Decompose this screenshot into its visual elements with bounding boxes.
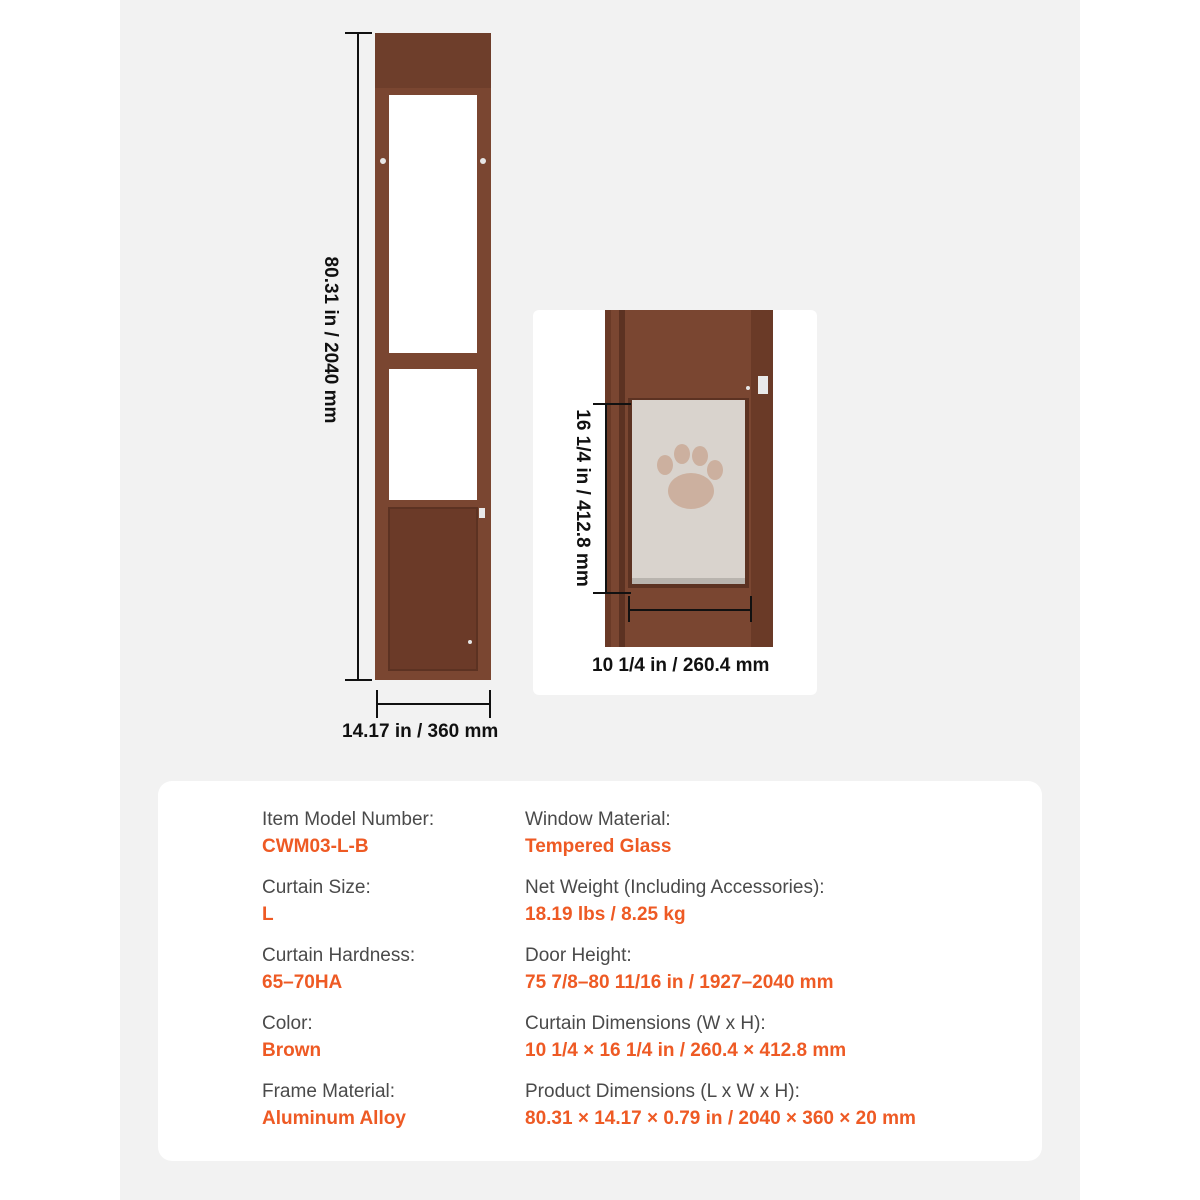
middle-glass-window [389, 369, 477, 500]
spec-item [525, 944, 916, 1012]
spec-value: 65–70HA [262, 972, 343, 993]
spec-label: Net Weight (Including Accessories): [525, 877, 825, 898]
upper-glass-window [389, 95, 477, 353]
spec-item [525, 876, 916, 944]
spec-label: Product Dimensions (L x W x H): [525, 1081, 800, 1102]
spec-item [262, 876, 434, 944]
pet-flap-section [389, 508, 477, 670]
spec-item [262, 1012, 434, 1080]
spec-value: 75 7/8–80 11/16 in / 1927–2040 mm [525, 972, 834, 993]
door-panel [375, 33, 491, 680]
spec-column-right [525, 808, 916, 1148]
width-dimension-line [377, 690, 490, 718]
spec-label: Window Material: [525, 809, 671, 830]
spec-value: Aluminum Alloy [262, 1108, 406, 1129]
spec-label: Color: [262, 1013, 313, 1034]
spec-value: 80.31 × 14.17 × 0.79 in / 2040 × 360 × 20 mm [525, 1108, 916, 1129]
spec-item [525, 808, 916, 876]
door-lock-icon [479, 508, 485, 518]
pet-flap [628, 398, 749, 588]
main-height-label: 80.31 in / 2040 mm [320, 256, 341, 424]
spec-item [525, 1080, 916, 1148]
spec-label: Item Model Number: [262, 809, 435, 830]
spec-label: Door Height: [525, 945, 632, 966]
spec-label: Frame Material: [262, 1081, 396, 1102]
spec-label: Curtain Hardness: [262, 945, 416, 966]
spec-item [262, 1080, 434, 1148]
spec-label: Curtain Dimensions (W x H): [525, 1013, 766, 1034]
spec-item [262, 944, 434, 1012]
spec-value: L [262, 904, 274, 925]
spec-value: Brown [262, 1040, 322, 1061]
spec-column-left [262, 808, 434, 1148]
spec-value: 18.19 lbs / 8.25 kg [525, 904, 686, 925]
main-width-label: 14.17 in / 360 mm [342, 721, 499, 742]
spec-value: 10 1/4 × 16 1/4 in / 260.4 × 412.8 mm [525, 1040, 847, 1061]
flap-height-label: 16 1/4 in / 412.8 mm [572, 409, 593, 587]
flap-lock-icon [758, 376, 768, 394]
spec-item [525, 1012, 916, 1080]
spec-value: CWM03-L-B [262, 836, 369, 857]
height-dimension-line [345, 33, 372, 680]
spec-value: Tempered Glass [525, 836, 672, 857]
flap-width-label: 10 1/4 in / 260.4 mm [592, 655, 770, 676]
spec-item [262, 808, 434, 876]
spec-label: Curtain Size: [262, 877, 371, 898]
